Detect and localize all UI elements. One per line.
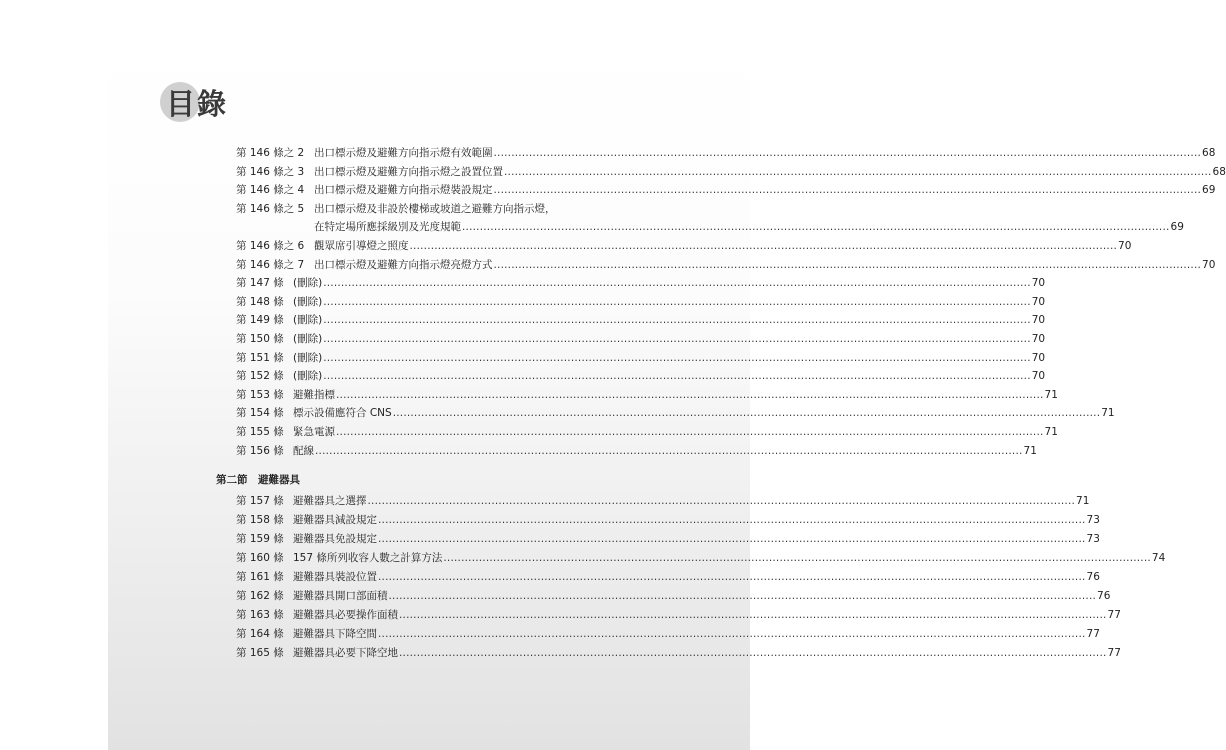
toc-entry[interactable] [0,256,1216,274]
entry-title: 出口標示燈及避難方向指示燈之設置位置 [314,165,503,178]
article-number: 第 161 條 [236,571,284,583]
toc-entry[interactable] [0,442,1037,460]
dot-leader: ........................................................................................................................................................................................................ [462,221,1170,234]
entry-leader [293,625,1100,643]
toc-entry[interactable] [0,606,1121,624]
article-number: 第 151 條 [236,351,284,364]
entry-leader [293,311,1046,329]
entry-leader [293,386,1058,404]
entry-leader [293,606,1121,624]
article-number: 第 150 條 [236,333,284,345]
dot-leader: ........................................................................................................................................................................................................ [504,165,1212,178]
entry-title: 出口標示燈及避難方向指示燈裝設規定 [314,184,493,197]
page-number: 71 [1076,495,1090,507]
toc-entry[interactable] [0,163,1226,181]
article-number: 第 160 條 [236,552,284,564]
article-number: 第 148 條 [236,295,284,308]
entry-leader [293,423,1058,441]
page-number: 70 [1031,370,1046,383]
entry-leader [293,568,1100,586]
toc-entry[interactable] [0,367,1046,385]
page-number: 70 [1031,295,1046,308]
dot-leader: ........................................................................................................................................................................................................ [323,333,1031,345]
entry-title: (刪除) [293,277,323,290]
entry-title: (刪除) [293,351,323,364]
entry-leader [293,293,1046,311]
entry-leader [293,404,1115,422]
entry-leader [293,442,1037,460]
article-number: 第 162 條 [236,590,284,602]
page-number: 77 [1107,647,1121,659]
entry-title: 157 條所列收容人數之計算方法 [293,552,443,564]
page-number: 71 [1101,407,1115,420]
toc-entry[interactable] [0,625,1100,643]
entry-leader [314,256,1216,274]
entry-leader [293,492,1090,510]
toc-entry[interactable] [0,293,1046,311]
toc-entry[interactable] [0,568,1100,586]
entry-title: 避難器具之選擇 [293,495,367,507]
dot-leader: ........................................................................................................................................................................................................ [378,571,1086,583]
page-number: 70 [1202,258,1216,271]
entry-title: (刪除) [293,370,323,383]
article-number: 第 155 條 [236,426,284,438]
entry-leader [314,218,1184,236]
dot-leader: ........................................................................................................................................................................................................ [323,314,1031,327]
page-number: 68 [1202,147,1216,159]
entry-leader [293,587,1111,605]
page-number: 71 [1044,388,1058,401]
article-number: 第 146 條之 3 [236,165,305,178]
toc-entry[interactable] [0,386,1058,404]
article-number: 第 165 條 [236,647,284,659]
dot-leader: ........................................................................................................................................................................................................ [315,444,1023,457]
dot-leader: ........................................................................................................................................................................................................ [388,590,1097,602]
page-number: 76 [1097,590,1111,602]
toc-entry[interactable] [0,644,1121,662]
article-number: 第 158 條 [236,514,284,526]
page-number: 70 [1118,240,1132,252]
dot-leader: ........................................................................................................................................................................................................ [367,495,1076,507]
toc-entry[interactable] [0,330,1046,348]
page-number: 68 [1212,165,1226,178]
article-number: 第 146 條之 2 [236,147,305,159]
entry-title-continuation: 在特定場所應採級別及光度規範 [314,221,461,234]
dot-leader: ........................................................................................................................................................................................................ [493,184,1202,197]
article-number: 第 154 條 [236,407,284,420]
entry-title: 避難器具裝設位置 [293,571,377,583]
dot-leader: ........................................................................................................................................................................................................ [336,426,1044,438]
entry-title: 避難器具必要操作面積 [293,609,398,621]
article-number: 第 146 條之 6 [236,240,305,252]
dot-leader: ........................................................................................................................................................................................................ [493,258,1202,271]
article-number: 第 159 條 [236,533,284,545]
toc-entry[interactable] [0,492,1090,510]
dot-leader: ........................................................................................................................................................................................................ [392,407,1101,420]
page-number: 70 [1031,277,1046,290]
dot-leader: ........................................................................................................................................................................................................ [409,240,1118,252]
dot-leader: ........................................................................................................................................................................................................ [399,609,1107,621]
page-number: 69 [1202,184,1216,197]
entry-leader [293,530,1100,548]
article-number: 第 157 條 [236,495,284,507]
toc-entry[interactable] [0,404,1115,422]
dot-leader: ........................................................................................................................................................................................................ [399,647,1107,659]
article-number: 第 156 條 [236,444,284,457]
page-number: 69 [1170,221,1184,234]
entry-title: 緊急電源 [293,426,335,438]
entry-leader [314,181,1216,199]
entry-leader [293,644,1121,662]
page-number: 73 [1086,514,1100,526]
entry-title: 觀眾席引導燈之照度 [314,240,409,252]
page-number: 73 [1086,533,1100,545]
entry-title: (刪除) [293,314,323,327]
toc-entry[interactable] [0,200,750,218]
entry-leader [314,144,1216,162]
dot-leader: ........................................................................................................................................................................................................ [378,514,1086,526]
entry-title: 出口標示燈及避難方向指示燈亮燈方式 [314,258,493,271]
entry-title: 避難器具開口部面積 [293,590,388,602]
entry-title: 避難器具減設規定 [293,514,377,526]
article-number: 第 152 條 [236,370,284,383]
article-number: 第 146 條之 7 [236,258,305,271]
toc-entry[interactable] [0,549,1166,567]
toc-entry[interactable] [0,237,1132,255]
dot-leader: ........................................................................................................................................................................................................ [443,552,1151,564]
entry-title: 避難指標 [293,388,335,401]
entry-title: 避難器具免設規定 [293,533,377,545]
article-number: 第 153 條 [236,388,284,401]
entry-title: 標示設備應符合 CNS [293,407,392,420]
article-number: 第 146 條之 5 [236,202,305,215]
entry-leader [293,274,1046,292]
article-number: 第 147 條 [236,277,284,290]
entry-leader [293,330,1046,348]
page-number: 71 [1044,426,1058,438]
entry-title: 出口標示燈及非設於樓梯或坡道之避難方向指示燈， [314,202,556,215]
entry-leader [293,349,1046,367]
page-number: 71 [1023,444,1037,457]
page-number: 70 [1031,333,1046,345]
entry-leader [293,549,1166,567]
article-number: 第 163 條 [236,609,284,621]
toc-entry[interactable] [0,274,1046,292]
article-number: 第 146 條之 4 [236,184,305,197]
toc-entry[interactable] [0,530,1100,548]
page-number: 77 [1086,628,1100,640]
dot-leader: ........................................................................................................................................................................................................ [378,533,1086,545]
toc-entry[interactable] [0,511,1100,529]
entry-title: (刪除) [293,333,323,345]
page-number: 70 [1031,351,1046,364]
entry-title: 出口標示燈及避難方向指示燈有效範圍 [314,147,493,159]
page-number: 76 [1086,571,1100,583]
entry-leader [314,163,1226,181]
toc-entry[interactable] [0,181,1216,199]
page-number: 74 [1151,552,1166,564]
dot-leader: ........................................................................................................................................................................................................ [323,370,1031,383]
entry-leader [314,237,1132,255]
toc-title [158,80,228,124]
entry-title: (刪除) [293,295,323,308]
page-number: 70 [1031,314,1046,327]
entry-title: 避難器具下降空間 [293,628,377,640]
toc-title-text: 目錄 [166,86,229,121]
entry-title: 避難器具必要下降空地 [293,647,398,659]
section-heading: 第二節 避難器具 [216,474,300,486]
toc-entry[interactable] [0,587,1111,605]
entry-title: 配線 [293,444,314,457]
article-number: 第 149 條 [236,314,284,327]
toc-entry[interactable] [0,423,1058,441]
dot-leader: ........................................................................................................................................................................................................ [323,295,1031,308]
toc-entry[interactable] [0,311,1046,329]
article-number: 第 164 條 [236,628,284,640]
toc-entry[interactable] [0,144,1216,162]
page-number: 77 [1107,609,1121,621]
dot-leader: ........................................................................................................................................................................................................ [378,628,1086,640]
dot-leader: ........................................................................................................................................................................................................ [323,351,1031,364]
toc-entry-continuation[interactable] [0,218,1184,236]
dot-leader: ........................................................................................................................................................................................................ [336,388,1044,401]
entry-leader [293,511,1100,529]
dot-leader: ........................................................................................................................................................................................................ [493,147,1202,159]
entry-leader [293,367,1046,385]
toc-entry[interactable] [0,349,1046,367]
dot-leader: ........................................................................................................................................................................................................ [323,277,1031,290]
